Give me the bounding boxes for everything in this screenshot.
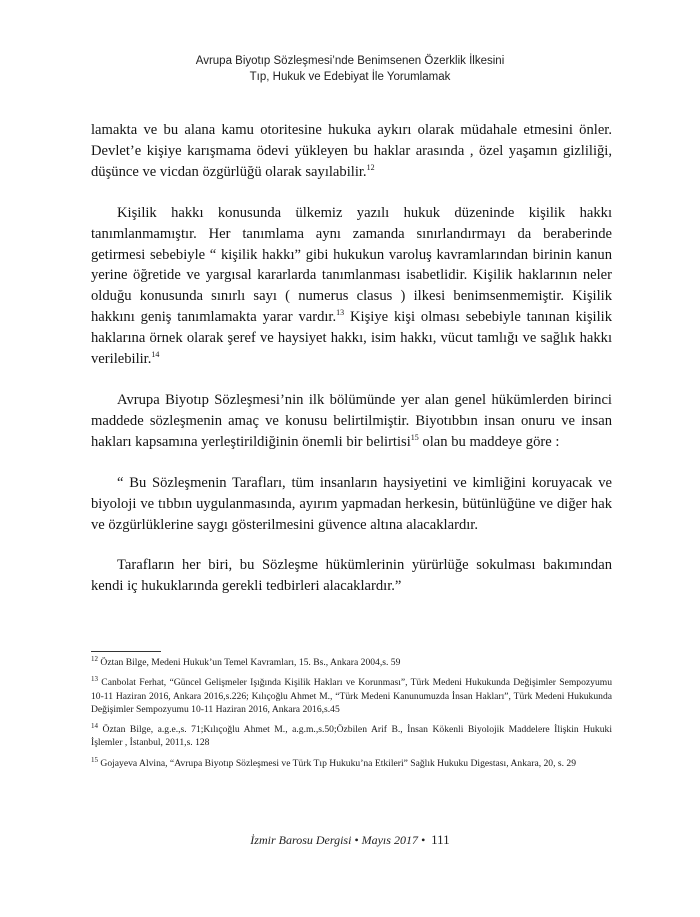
footnote-number: 12	[91, 655, 98, 663]
footnote-ref-15: 15	[410, 432, 419, 442]
paragraph-3-text-a: Avrupa Biyotıp Sözleşmesi’nin ilk bölümünde yer alan genel hükümlerden birinci maddede sözleşmenin amaç ve konusu belirtilmiştir. Biyotıbbın insan onuru ve insan hakları kapsamına yerleştirildiğinin önemli bir belirtisi	[91, 391, 612, 450]
paragraph-3	[91, 390, 612, 453]
footnote-13	[91, 676, 612, 716]
footnote-number: 13	[91, 675, 98, 684]
quote-paragraph-2: Tarafların her biri, bu Sözleşme hükümlerinin yürürlüğe sokulması bakımından kendi iç hukuklarında gerekli tedbirleri alacaklardır.”	[91, 557, 612, 595]
footnote-number: 15	[91, 755, 98, 764]
journal-name: İzmir Barosu Dergisi • Mayıs 2017 •	[250, 833, 426, 847]
paragraph-2-text-b: Kişiye kişi olması sebebiyle tanınan kişilik haklarına örnek olarak şeref ve haysiyet hakkı, isim hakkı, vücut tamlığı ve sağlık hakkı verilebilir.	[91, 309, 612, 368]
footnote-12	[91, 656, 612, 669]
paragraph-3-text-b: olan bu maddeye göre :	[418, 433, 560, 450]
footnote-ref-13: 13	[336, 308, 345, 318]
running-header-line-2: Tıp, Hukuk ve Edebiyat İle Yorumlamak	[249, 71, 451, 83]
running-header	[90, 53, 610, 85]
paragraph-2	[91, 203, 612, 370]
footnote-ref-14: 14	[151, 350, 160, 360]
footnote-text: Canbolat Ferhat, “Güncel Gelişmeler Işığında Kişilik Hakları ve Korunması”, Türk Medeni Hukukunda Değişimler Sempozyumu 10-11 Haziran 2016, Ankara 2016,s.226; Kılıçoğlu Ahmet M., “Türk Medeni Kanunumuzda İnsan Hakları”, Türk Medeni Hukukunda Değişimler Sempozyumu 10-11 Haziran 2016, Ankara 2016,s.45	[91, 677, 612, 715]
running-header-line-1: Avrupa Biyotıp Sözleşmesi’nde Benimsenen Özerklik İlkesini	[195, 55, 505, 67]
footnote-separator	[91, 651, 161, 652]
footnote-text: Öztan Bilge, a.g.e.,s. 71;Kılıçoğlu Ahmet M., a.g.m.,s.50;Özbilen Arif B., İnsan Kökenli Biyolojik Maddelere İlişkin Hukuki İşlemler , İstanbul, 2011,s. 128	[91, 724, 612, 749]
footnotes	[91, 656, 612, 777]
page-footer	[200, 832, 500, 848]
footnote-text: Öztan Bilge, Medeni Hukuk’un Temel Kavramları, 15. Bs., Ankara 2004,s. 59	[98, 657, 401, 668]
body-text	[91, 120, 612, 597]
paragraph-1	[91, 120, 612, 183]
page-number: 111	[431, 832, 450, 847]
footnote-15	[91, 757, 612, 770]
footnote-ref-12: 12	[366, 162, 375, 172]
footnote-14	[91, 723, 612, 750]
quote-paragraph-1: “ Bu Sözleşmenin Tarafları, tüm insanların haysiyetini ve kimliğini koruyacak ve biyoloji ve tıbbın uygulanmasında, ayırım yapmadan herkesin, bütünlüğüne ve diğer hak ve özgürlüklerine saygı gösterilmesini güvence altına alacaklardır.	[91, 474, 612, 533]
paragraph-2-text-a: Kişilik hakkı konusunda ülkemiz yazılı hukuk düzeninde kişilik hakkı tanımlanmamıştır. Her tanımlama aynı zamanda sınırlandırmayı da beraberinde getirmesi sebebiyle “ kişilik hakkı” gibi hukukun varoluş kavramlarından birinin kanun yerine öğretide ve yargısal kararlarda tanımlanması isabetlidir. Kişilik haklarının neler olduğu konusunda sınırlı sayı ( numerus clasus ) ilkesi benimsenmemiştir. Kişilik hakkını geniş tanımlamakta yarar vardır.	[91, 204, 612, 326]
footnote-text: Gojayeva Alvina, “Avrupa Biyotıp Sözleşmesi ve Türk Tıp Hukuku’na Etkileri” Sağlık Hukuku Digestası, Ankara, 20, s. 29	[98, 757, 577, 769]
paragraph-1-text: lamakta ve bu alana kamu otoritesine hukuka aykırı olarak müdahale etmesini önler. Devlet’e kişiye karışmama ödevi yükleyen bu haklar arasında , özel yaşamın gizliliği, düşünce ve vicdan özgürlüğü olarak sayılabilir.	[91, 122, 612, 180]
footnote-number: 14	[91, 722, 98, 731]
